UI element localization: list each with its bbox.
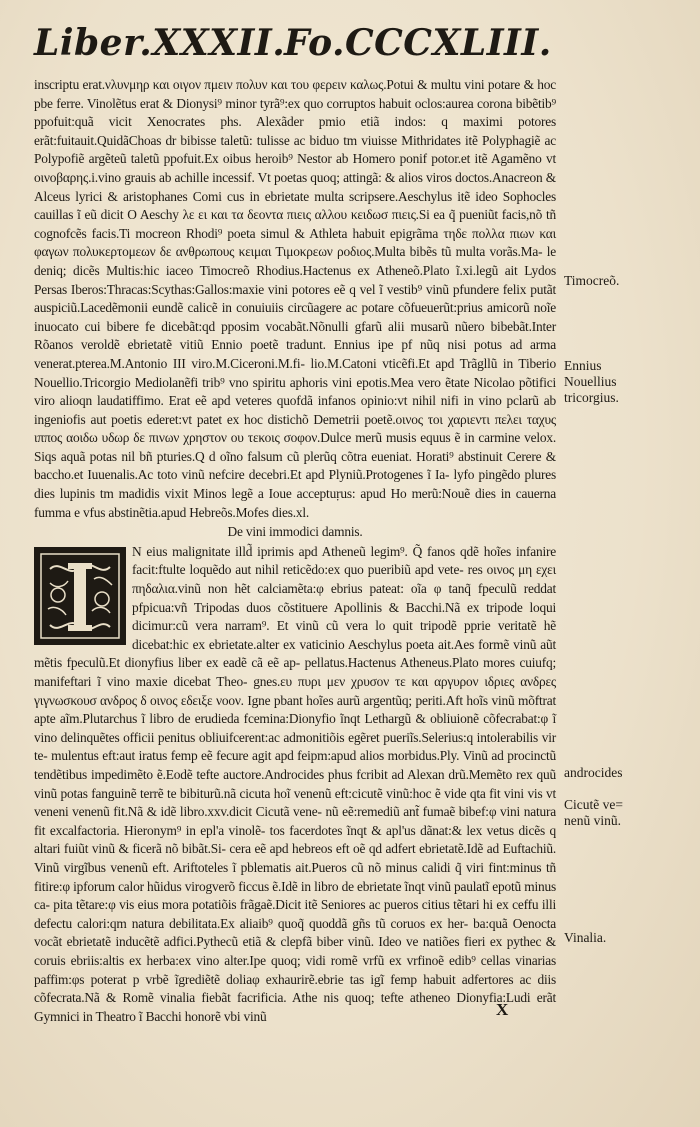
- text-line: mulentus eft:aut iratus femp eẽ fecure agit apd feipm:apud alios morbidus.Ply. Vinũ ad: [51, 748, 508, 764]
- margin-note-cicute: Cicutẽ ve= nenũ vinũ.: [564, 797, 623, 828]
- decorated-initial-i: [34, 547, 126, 645]
- text-line: pfundere felix putãt auspiciũ.Lacedẽmonii eundẽ calicẽ in conuiuiis circũagere ac potare: [34, 281, 556, 316]
- text-line: pita tẽtare:φ vis eius mora potatiõis frãgaẽ.Dicit itẽ Seniores ac pueros citius tẽtari hi ex: [53, 897, 513, 913]
- text-line: tas igĩ femp habuit adfertores ac diis cõfecrata.Nã & Romẽ vinalia fiebãt facrificia. Athe: [34, 971, 556, 1006]
- signature-mark: X: [496, 1000, 509, 1019]
- text-line: ba:quã Oenocta vocãt ebrietatẽ inducẽtẽ adfici.Pythecũ etiã & clepfã biber vinũ. Ideo ve: [34, 915, 557, 950]
- ornament-icon: [36, 549, 124, 643]
- text-line: Aeschylus poeta ait.Aes formẽ vinũ aũt mẽtis fpeculũ.Et dionyfius liber ex eadẽ cã eẽ ap-: [34, 636, 556, 671]
- margin-note-timocreo: Timocreõ.: [564, 273, 620, 288]
- text-line: lyfo pingẽdo plures dies lupinis tm madidis vixit Minos legẽ a Ioue acceptuṛus: apud Ho: [34, 467, 556, 502]
- text-line: pellatus.Hactenus Atheneus.Plato mores cuiufq; manifeftari ĩ vino maxie dicebat Theo-: [34, 655, 556, 689]
- text-line: spiritu aphoris vini epotis.Mea vero ẽtate Nicolao põtifici viro alioqn laudatiffimo. Erat: [34, 374, 556, 409]
- text-line: res οινος μη εχει πηδαλια.vinũ non hẽt calciamẽta:φ ebrius pateat: oĩa: [132, 562, 556, 597]
- text-line: procinctũ tendẽtibus impedimẽto ẽ.Eodẽ tefte auctore.Androcides phus fcribit ad Alexan: [34, 748, 557, 782]
- text-line: cõfueuerũt:prius amicorũ noĩe inuocato cui bibere fe dicebãt:qd pposim vocabãt.Nõnulli: [34, 300, 556, 334]
- text-line: mocreon Rhodi⁹ poeta simul & Athleta habuit epigrãma τηδε πολλα πιων και φαγων: [34, 225, 556, 260]
- text-line: φ tanq̃ fpeculũ reddat pfpicua:vñ Tripodas duos cõstituere Apollinis &: [132, 581, 556, 615]
- text-line: nũ eẽ:remediũ ant̃ fumaẽ bibef:φ vini natura fit excalfactoria. Hieronym⁹ in epl'a vinolẽ-: [34, 804, 556, 838]
- text-line: eẽ apd veteres quofdã infanos opinio:vt nihil nifi in vino pclarũ ab ingeniofis aut poetis: [34, 393, 557, 427]
- text-line: υδωρ δε πινων χρηστον ου τεκοις σοφον.Dulce merũ musis equus ẽ in carmine velox.: [101, 430, 556, 446]
- text-line: ceffu illi defectu calori:qm natura debilitata.Ex aliaib⁹ quoq̃ quoddã gñs tũ coruos ex her-: [34, 897, 556, 931]
- text-line: drũ.Memẽto rex quũ vinũ potas fanguinẽ terrẽ te bibiturũ.nã cicuta hoĩ venenũ eft:cicutẽ: [34, 766, 556, 801]
- text-line: Ennius ipe pf nũq nisi potus ad arma venerat.pterea.M.Antonio III viro.M.Ciceroni.M.fi-: [34, 337, 556, 371]
- book-number: Liber.XXXII.: [34, 22, 286, 64]
- text-line: Cerere & baccho.et Iuuenalis.Ac toto vinũ nefcire decebri.Et apd Plyniũ.Protogenes ĩ Ia-: [34, 448, 557, 483]
- text-line: Bacchi.Nã ex tripode loqui dicimur:cũ vera narram⁹. Et vinũ cũ vera lo: [132, 599, 556, 634]
- text-line: πολυκερτομεων δε ανθρωπους κειμαι Τιμοκρεων ροδιος.Multa bibẽs tũ multa vorãs.Ma-: [72, 244, 547, 260]
- text-line: ex vrfinoẽ edib⁹ cellas vinarias paffim:φs poterat p vrbẽ ĩgrediẽtẽ doliaφ exhaurirẽ.ebrie: [34, 952, 556, 987]
- text-line: ab Homero ponif potor.et itẽ Agamẽno vt οινοβαρης.i.vino grauis ab achille incessif. Vt: [34, 151, 556, 185]
- text-line: le deniq; dicẽs Multis:hic iaceo Timocreõ Rhodius.Hactenus ex Atheneõ.Plato ĩ.xi.legũ: [34, 244, 556, 278]
- text-line: quit tripodẽ pprie veritatẽ hẽ dicebat:hic ex ebrietate.alter ex vaticinio: [132, 618, 557, 652]
- text-line: ederet:vt patet ex hoc distichõ Demetrii poetẽ.οινος τοι χαριεντι πελει ταχυς ιππος αοιδω: [34, 411, 556, 446]
- text-line: infanire facit:ftulte loquẽdo aut nihil reticẽdo:ex quo pueribiũ apd vete-: [132, 543, 556, 578]
- text-line: Mithridates itẽ Polyphagiẽ ac Polypofiẽ argẽteũ taletũ ppofuit.Ex oibus heroib⁹ Nestor: [34, 132, 556, 167]
- text-line: λε ει και τα δεοντα πιεις αλλου κειδωσ πιεις.Si ea q̃ pueniũt facis,nõ tñ cognofcẽs facis.Ti: [34, 207, 556, 241]
- text-line: officii penitus obliuifcerent:ac admonitiõis egẽret pueriĩs.Selerius:q intolerabilis vir te-: [34, 729, 556, 764]
- text-line: calor hũidus virogverõ ficcus ẽ.Idẽ in libro de ebrietate ĩnqt vinũ paulatĩ epotũ minus ca-: [34, 878, 556, 913]
- margin-notes: [564, 0, 694, 1127]
- text-line: natiões fieri ex pythec & coruis ebriis:altis ex herba:ex vino alter.Ipe quoq; vidi romẽ vrfũ: [34, 934, 556, 968]
- text-line: N eius malignitate illd̃ iprimis apd Atheneũ legim⁹. Q̃ fanos qdẽ hoĩes: [132, 543, 516, 559]
- text-line: nis quoq; tefte atheneo Dionyfia:Ludi erãt Gymnici in Theatro ĩ Bacchi honorẽ vbi vinũ: [34, 990, 556, 1024]
- text-line: oclos:aurea corona bibẽtib⁹ ppofuit:quã vicit Xenocrates phs. Alexãder pmio etiã indos:: [34, 95, 557, 130]
- page-header: [34, 22, 554, 72]
- text-line: Ariftoteles ĩ pblematis ait.Pueros cũ nõ minus calidi q̃ viri fint:minus tñ fitire:φ ipforum: [34, 859, 557, 894]
- text-line: gnes.ευ πυρι μεν χρυσον τε και αργυρον ιδριες ανδρες γιγνωσκουσ ανδρος δ οινος εδειξε νοον.: [34, 674, 556, 708]
- section-heading: De vini immodici damnis.: [227, 524, 363, 540]
- margin-note-vinalia: Vinalia.: [564, 930, 607, 945]
- text-line: tos facerdotes ĩnqt & apl'us dãnat:& lex vetus dicẽs q altari fuiũt vinũ & ficerã nõ bibãt.Si-: [34, 822, 556, 857]
- text-line: potare & hoc pbe ferre. Vinolẽtus erat & Dionysi⁹ minor tyrã⁹:ex quo corruptos habuit: [34, 77, 556, 111]
- text-line: lio.M.Catoni vticẽfi.Et apd Trãgllũ in Tiberio Nouellio.Tricorgio Mediolanẽfi trib⁹ vno: [34, 355, 556, 390]
- margin-note-ennius: Ennius Nouellius tricorgius.: [564, 358, 619, 405]
- text-line: de erudieda fcemina:Dionyfio ĩnqt Lethargũ & obliuionẽ cõfecrabat:φ ĩ vino delinquẽtes: [34, 711, 556, 745]
- folio-number: Fo.CCCXLIII.: [284, 22, 552, 64]
- text-line: Igne pbant hoĩes aurũ argentũq; periti.Aft hoĩs vinũ mõftrat apte aĩm.Plutarchus ĩ libro: [34, 692, 556, 727]
- text-line: gfarũ alii musarũ nũero bibebãt.Inter Rõanos veroldẽ ebrietatẽ vitiũ Ennio poetẽ tradunt.: [34, 318, 557, 353]
- paragraph-1: [34, 76, 556, 522]
- text-line: inscriptu erat.νλυνμηρ και οιγον πμειν πολυν και του φερειν καλως.Potui & multu vini: [34, 77, 488, 92]
- text-line: q maximi potores erãt:fuitauit.QuidãChoas dr bibisse taletũ: tulisse ac biduo tm viuisse: [34, 114, 556, 148]
- text-line: merũ:Nouẽ dies in cauerna fumma e vfus abstinẽtia.apud Hebreõs.Mofes dies.xl.: [34, 486, 557, 520]
- margin-note-androcides: androcides: [564, 765, 623, 780]
- text-line: cus in ebrietate multa scripsere.Aeschylus itẽ ideo Sophocles cauillas ĩ eũ dicit O Aeschy: [34, 188, 556, 223]
- text-line: ait Lydos Persas Iberos:Thracas:Scythas:Gallos:maxie vini potores eẽ q vel ĩ vestib⁹ vinũ: [34, 262, 556, 297]
- main-text-column: [34, 76, 556, 1026]
- text-line: vinũ:hoc ẽ vide qta fit vini vis vt veneni venenũ fit.Nã & idẽ libro.xxv.dicit Cicutã vene-: [34, 785, 556, 820]
- text-line: poetas quoq; attingã: & alios viros doctos.Anacreon & Alceus lyrici & aristophanes Comi: [34, 169, 556, 204]
- text-line: Siqs aquã potas nil bñ pturies.Q d oĩno falsum cũ plerũq cõtra eueniat. Horati⁹ abstinuit: [34, 448, 507, 464]
- text-line: cera eẽ apd hebreos eft oẽ qd adfert ebrietatẽ.Idẽ ad Euftachiũ. Vinũ virgĩbus venenũ eft.: [34, 841, 556, 875]
